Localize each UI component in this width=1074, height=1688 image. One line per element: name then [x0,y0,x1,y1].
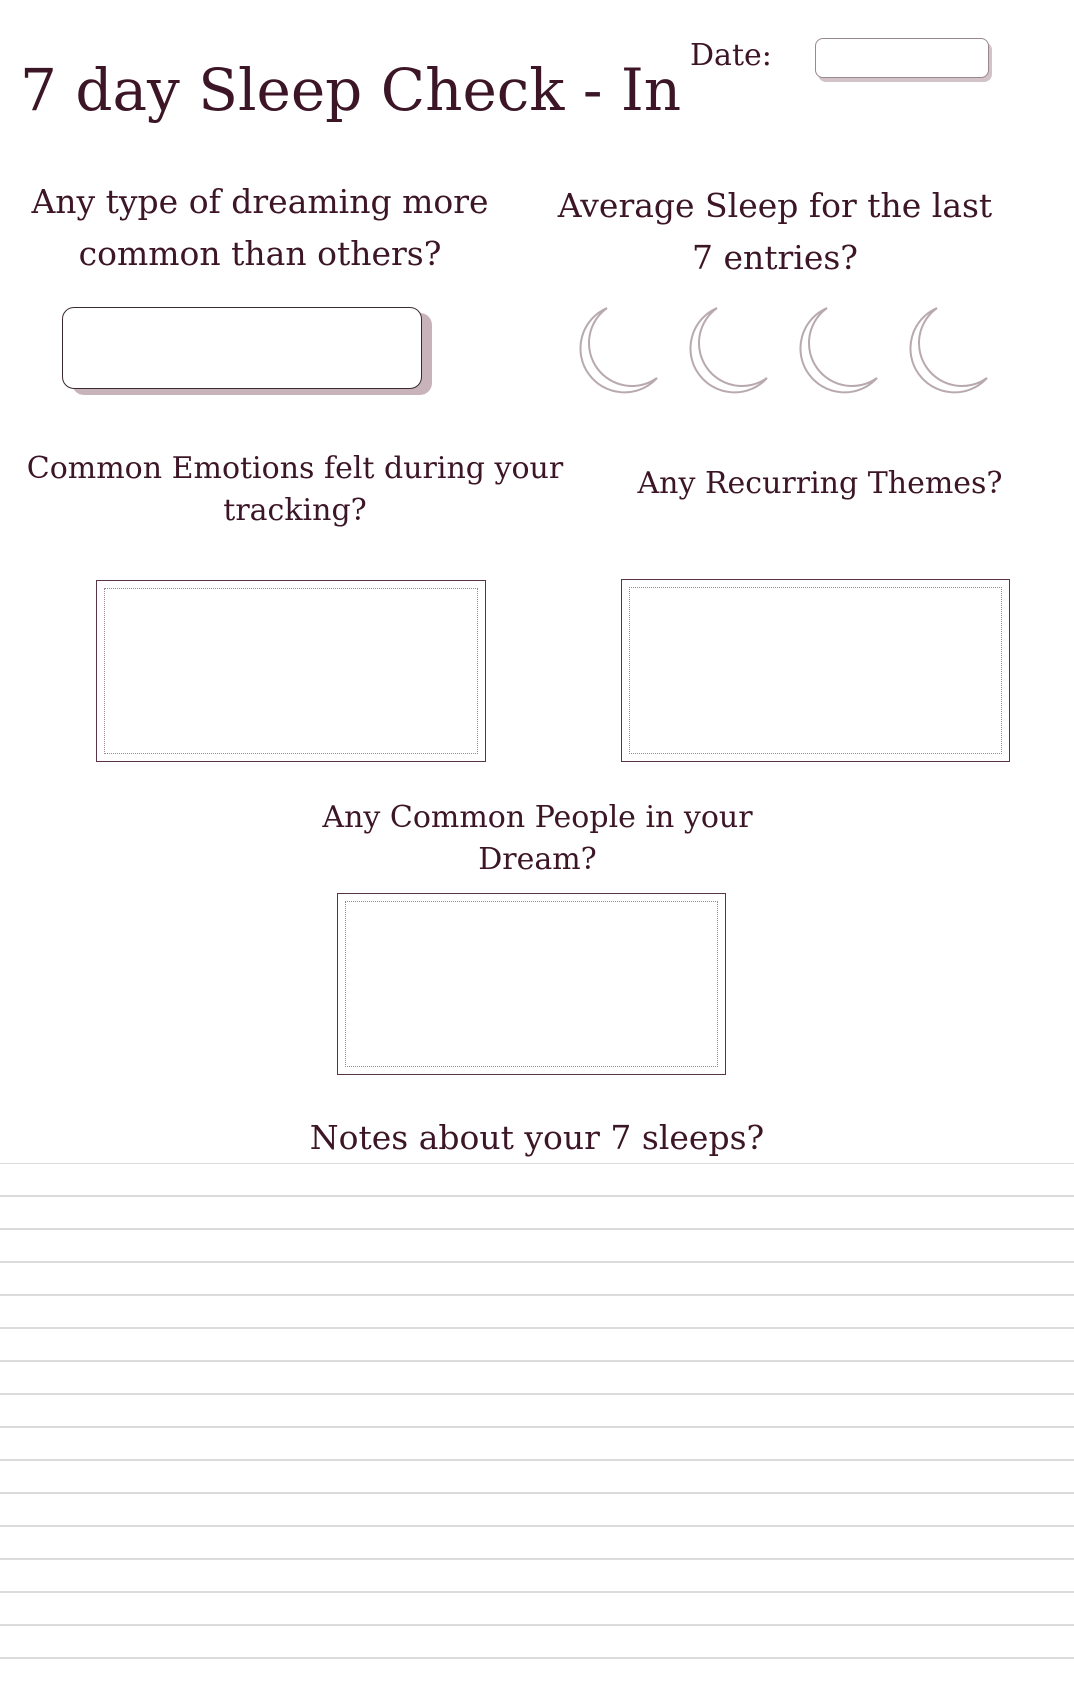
crescent-moon-icon[interactable] [910,308,987,392]
people-question: Any Common People in your Dream? [322,800,753,877]
dreaming-question: Any type of dreaming more common than others? [31,182,489,273]
people-answer-box[interactable] [337,893,726,1075]
page-title: 7 day Sleep Check - In [20,56,682,124]
notes-question: Notes about your 7 sleeps? [309,1118,765,1157]
crescent-moon-icon[interactable] [800,308,877,392]
notes-lined-area[interactable] [0,1163,1074,1683]
themes-question: Any Recurring Themes? [637,466,1003,501]
crescent-moon-icon[interactable] [690,308,767,392]
themes-answer-box[interactable] [621,579,1010,762]
emotions-answer-box[interactable] [96,580,486,762]
date-label: Date: [690,38,772,73]
moon-rating [565,300,1005,400]
dreaming-answer-box[interactable] [62,307,422,389]
crescent-moon-icon[interactable] [580,308,657,392]
average-sleep-question: Average Sleep for the last 7 entries? [557,186,993,277]
date-input[interactable] [815,38,989,78]
emotions-question: Common Emotions felt during your tracking? [26,451,564,528]
